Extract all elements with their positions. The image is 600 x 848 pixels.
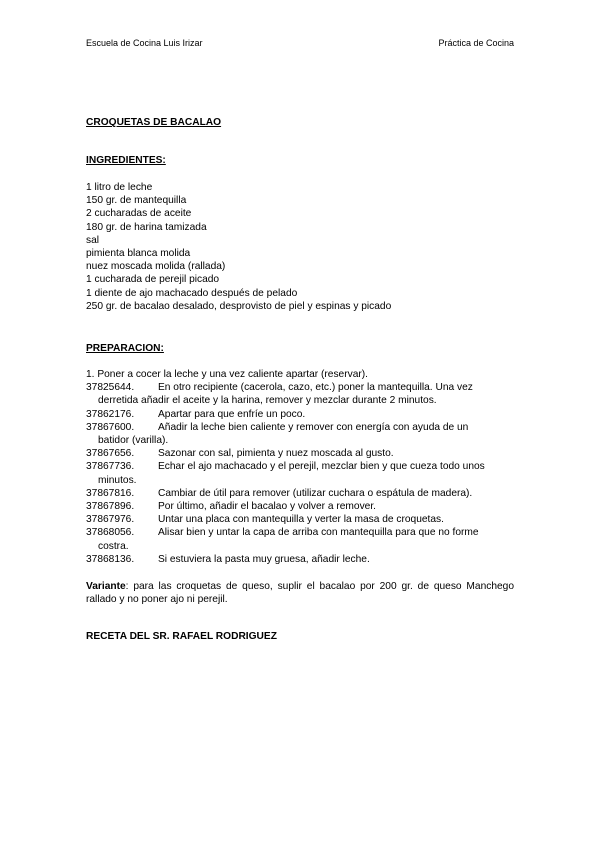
step-number: 37867976. bbox=[86, 514, 135, 526]
step-continuation bbox=[86, 540, 514, 553]
step-item bbox=[86, 487, 514, 500]
step-number: 37867600. bbox=[86, 421, 135, 433]
ingredients-list bbox=[86, 181, 514, 313]
recipe-title: CROQUETAS DE BACALAO bbox=[86, 117, 222, 128]
variant-text: : para las croquetas de queso, suplir el bacalao por 200 gr. de queso Manchego rallado y no poner ajo ni perejil. bbox=[86, 581, 514, 606]
preparation-steps bbox=[86, 368, 514, 566]
step-text: Echar el ajo machacado y el perejil, mezclar bien y que cueza todo unos bbox=[158, 461, 485, 473]
recipe-author-heading: RECETA DEL SR. RAFAEL RODRIGUEZ bbox=[86, 631, 277, 642]
ingredients-heading: INGREDIENTES: bbox=[86, 155, 166, 166]
step-text: Apartar para que enfríe un poco. bbox=[158, 408, 306, 420]
step-text: minutos. bbox=[98, 474, 137, 486]
step-item bbox=[86, 500, 514, 513]
ingredient-item: 1 cucharada de perejil picado bbox=[86, 274, 220, 286]
variant-note bbox=[86, 580, 514, 606]
step-number: 37867736. bbox=[86, 461, 135, 473]
step-number: 37868056. bbox=[86, 527, 135, 539]
step-text: Cambiar de útil para remover (utilizar cuchara o espátula de madera). bbox=[158, 487, 473, 499]
ingredient-item: pimienta blanca molida bbox=[86, 248, 191, 260]
school-name: Escuela de Cocina Luis Irizar bbox=[86, 38, 203, 48]
step-text: 1. Poner a cocer la leche y una vez caliente apartar (reservar). bbox=[86, 369, 368, 380]
ingredient-item: 1 litro de leche bbox=[86, 182, 153, 193]
step-item bbox=[86, 513, 514, 526]
step-number: 37825644. bbox=[86, 382, 135, 394]
step-text: Alisar bien y untar la capa de arriba con mantequilla para que no forme bbox=[158, 527, 479, 539]
step-item bbox=[86, 526, 514, 539]
ingredient-item: 2 cucharadas de aceite bbox=[86, 208, 192, 220]
step-text: Untar una placa con mantequilla y verter la masa de croquetas. bbox=[158, 514, 444, 526]
step-item bbox=[86, 368, 514, 381]
section-name: Práctica de Cocina bbox=[438, 38, 514, 48]
step-number: 37867896. bbox=[86, 501, 135, 513]
step-continuation bbox=[86, 434, 514, 447]
step-text: costra. bbox=[98, 540, 129, 552]
ingredient-item: nuez moscada molida (rallada) bbox=[86, 261, 226, 273]
ingredient-item: 150 gr. de mantequilla bbox=[86, 195, 187, 207]
step-number: 37867816. bbox=[86, 487, 135, 499]
step-item bbox=[86, 381, 514, 394]
step-continuation bbox=[86, 394, 514, 407]
step-text: Por último, añadir el bacalao y volver a remover. bbox=[158, 501, 377, 513]
ingredient-item: 1 diente de ajo machacado después de pelado bbox=[86, 287, 298, 299]
step-number: 37868136. bbox=[86, 553, 135, 565]
step-text: En otro recipiente (cacerola, cazo, etc.) poner la mantequilla. Una vez bbox=[158, 382, 473, 394]
step-item bbox=[86, 553, 514, 566]
step-text: Sazonar con sal, pimienta y nuez moscada al gusto. bbox=[158, 448, 394, 460]
step-item bbox=[86, 421, 514, 434]
step-number: 37867656. bbox=[86, 448, 135, 460]
step-text: Añadir la leche bien caliente y remover con energía con ayuda de un bbox=[158, 421, 469, 433]
step-item bbox=[86, 408, 514, 421]
ingredient-item: sal bbox=[86, 234, 100, 246]
step-continuation bbox=[86, 474, 514, 487]
ingredient-item: 250 gr. de bacalao desalado, desprovisto de piel y espinas y picado bbox=[86, 300, 392, 312]
step-item bbox=[86, 447, 514, 460]
step-text: derretida añadir el aceite y la harina, remover y mezclar durante 2 minutos. bbox=[98, 395, 437, 407]
variant-label: Variante bbox=[86, 581, 126, 592]
preparation-heading: PREPARACION: bbox=[86, 343, 164, 354]
step-number: 37862176. bbox=[86, 408, 135, 420]
step-text: batidor (varilla). bbox=[98, 435, 169, 447]
step-item bbox=[86, 460, 514, 473]
step-text: Si estuviera la pasta muy gruesa, añadir leche. bbox=[158, 553, 370, 565]
ingredient-item: 180 gr. de harina tamizada bbox=[86, 221, 207, 233]
